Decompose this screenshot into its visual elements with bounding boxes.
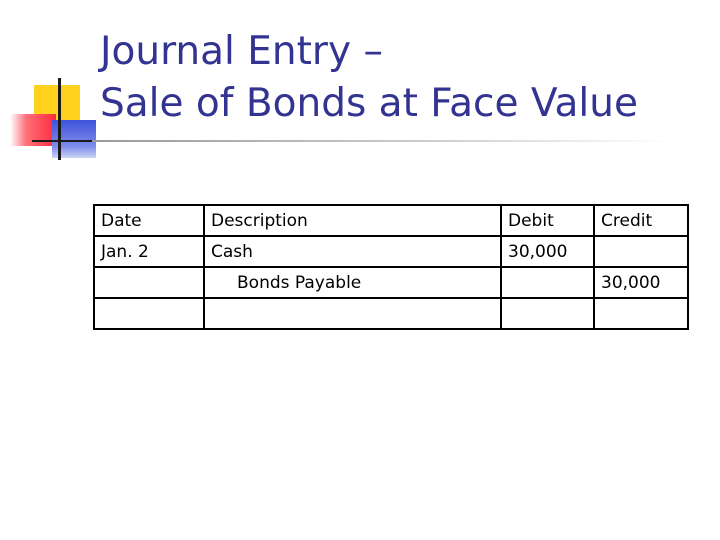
header-debit: Debit <box>501 205 594 236</box>
header-credit: Credit <box>594 205 688 236</box>
cell-debit <box>501 298 594 329</box>
cell-credit: 30,000 <box>594 267 688 298</box>
table-header-row <box>94 205 688 236</box>
cell-date <box>94 267 204 298</box>
cell-credit <box>594 236 688 267</box>
cell-credit <box>594 298 688 329</box>
table-row <box>94 298 688 329</box>
cell-description: Bonds Payable <box>204 267 501 298</box>
header-date: Date <box>94 205 204 236</box>
table-row <box>94 267 688 298</box>
cell-debit <box>501 267 594 298</box>
journal-entry-table <box>93 204 689 330</box>
cell-debit: 30,000 <box>501 236 594 267</box>
cell-date <box>94 298 204 329</box>
cell-date: Jan. 2 <box>94 236 204 267</box>
logo-horizontal-line <box>32 140 100 142</box>
table-row <box>94 236 688 267</box>
page-title <box>100 26 700 130</box>
cell-description: Cash <box>204 236 501 267</box>
title-line-1: Journal Entry – <box>100 29 383 74</box>
cell-description <box>204 298 501 329</box>
title-underline-rule <box>92 140 672 142</box>
header-description: Description <box>204 205 501 236</box>
logo-vertical-line <box>58 78 61 160</box>
title-line-2: Sale of Bonds at Face Value <box>100 81 638 126</box>
